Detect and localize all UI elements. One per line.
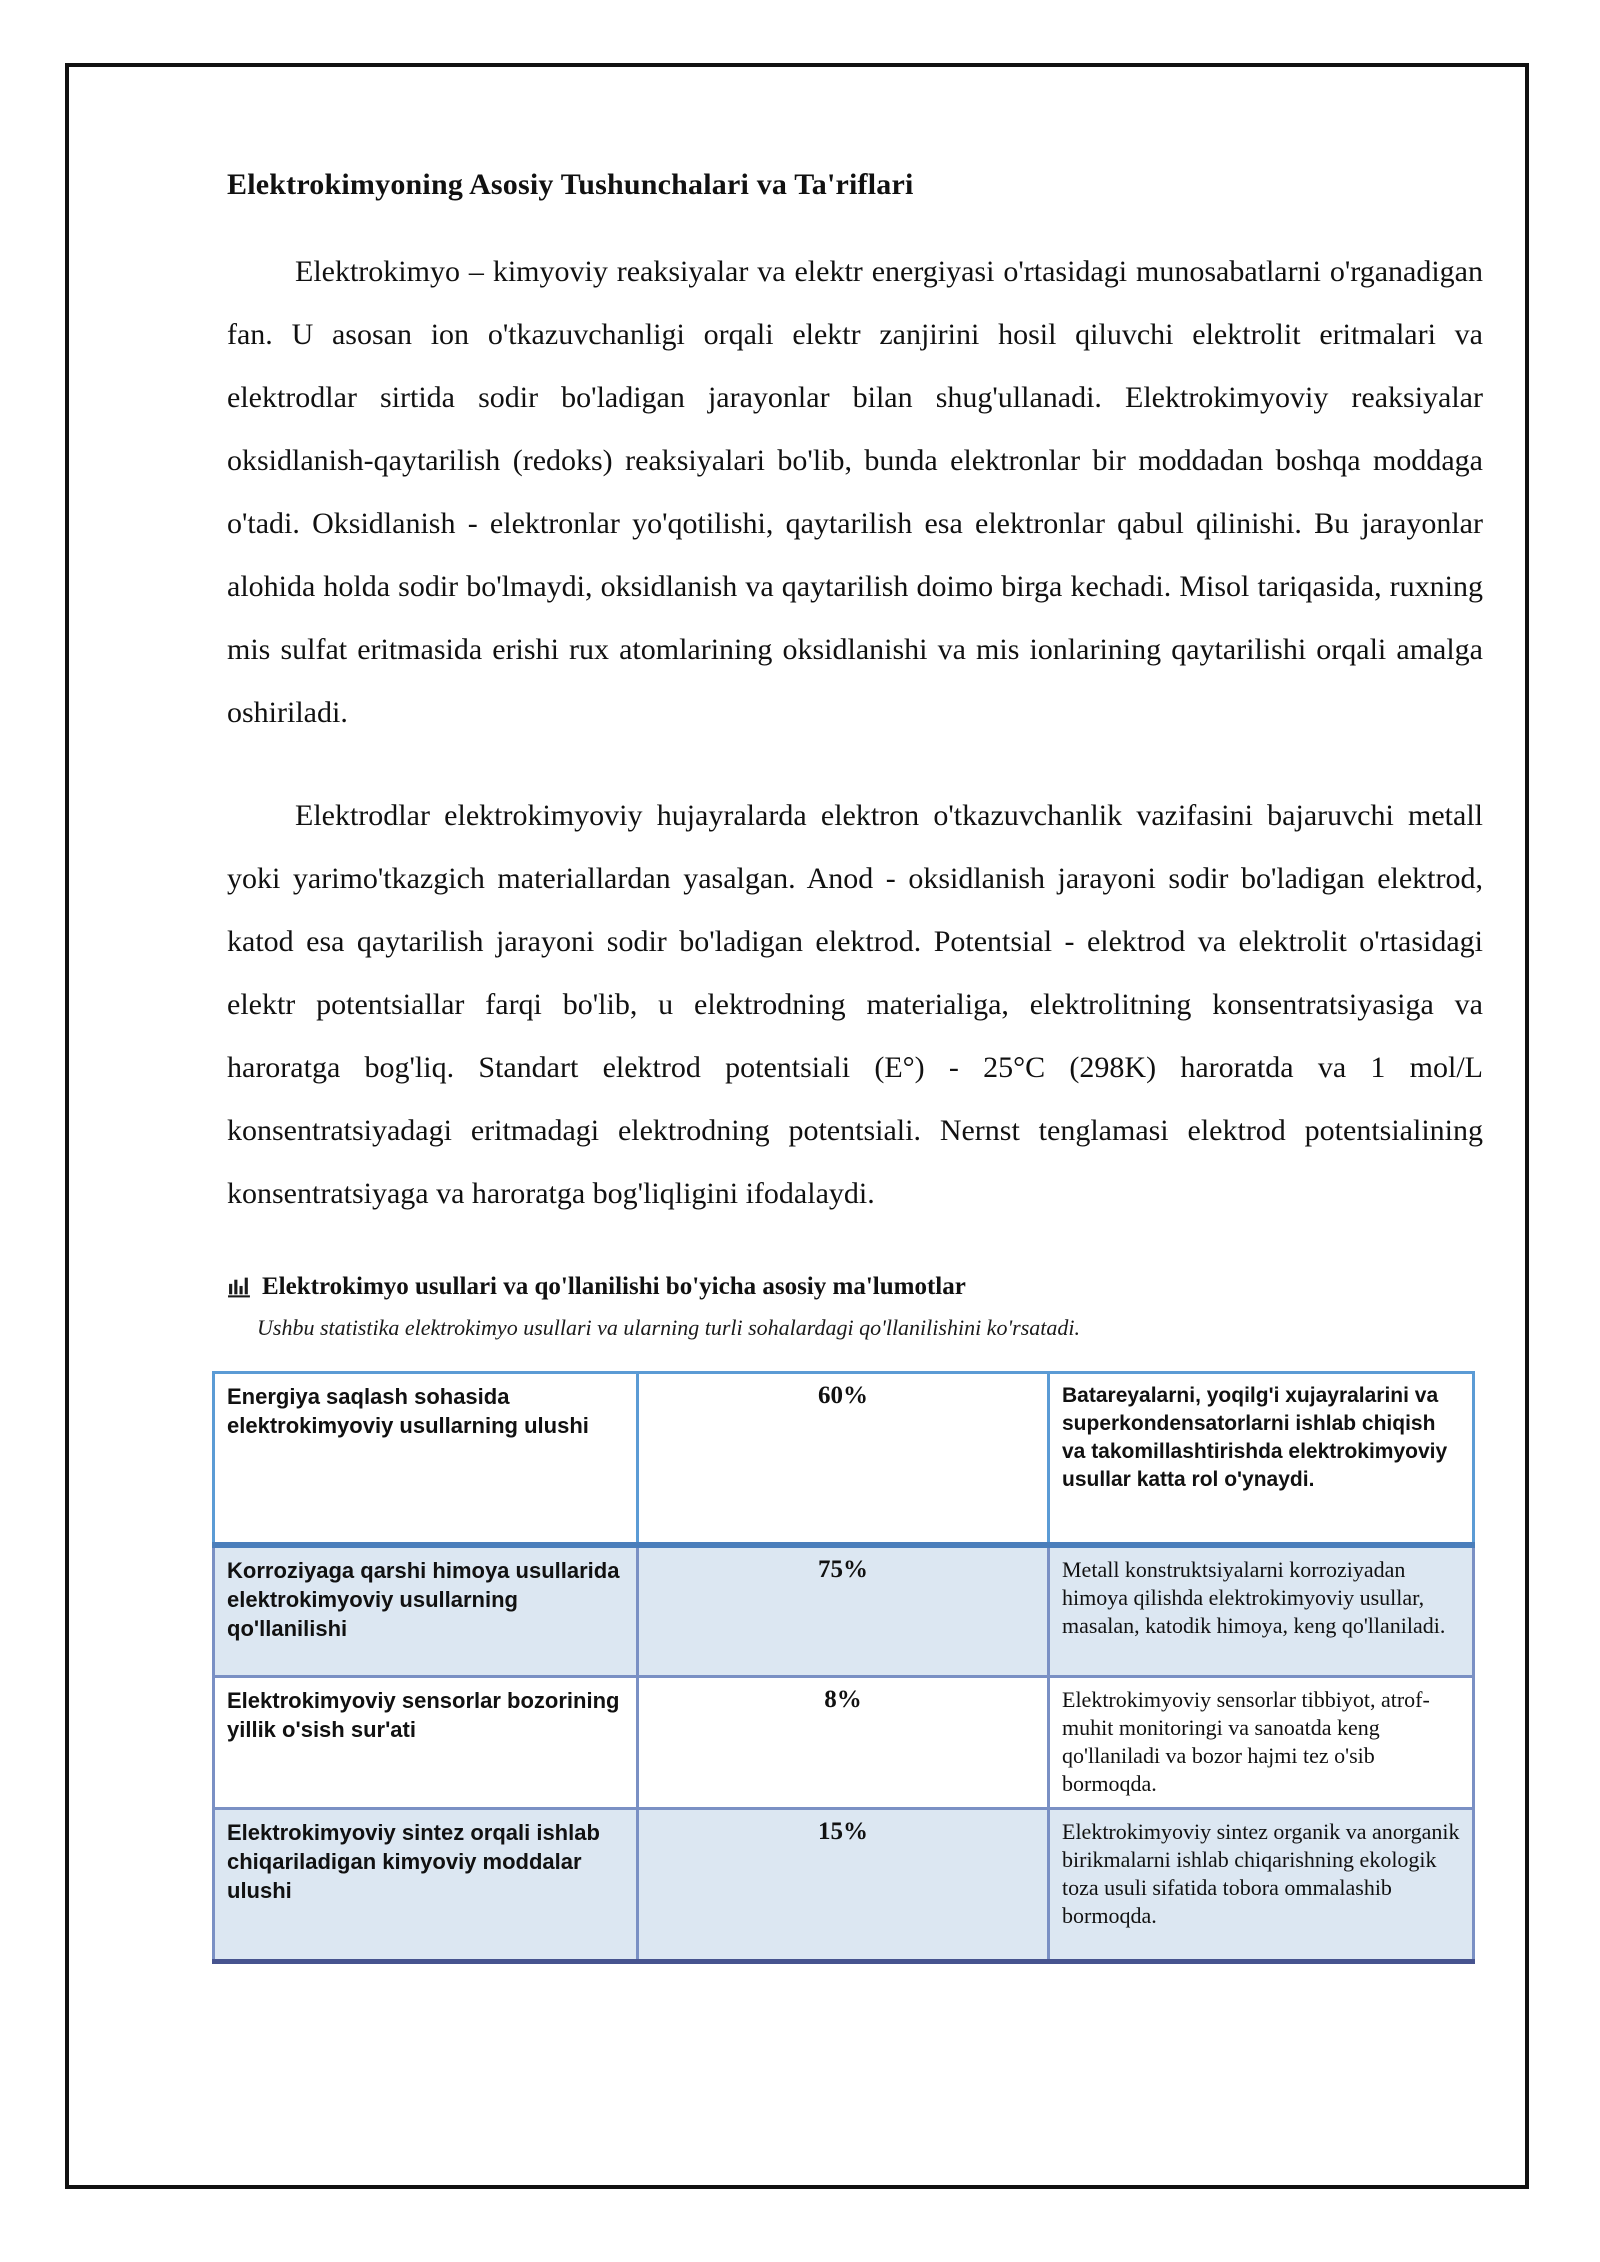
- stat-value-cell: 75%: [638, 1545, 1049, 1677]
- stat-label-cell: Korroziyaga qarshi himoya usullarida elektrokimyoviy usullarning qo'llanilishi: [214, 1545, 638, 1677]
- stat-description-cell: Elektrokimyoviy sintez organik va anorganik birikmalarni ishlab chiqarishning ekologik toza usuli sifatida tobora ommalashib bormoqda.: [1049, 1808, 1474, 1961]
- stat-description-cell: Metall konstruktsiyalarni korroziyadan himoya qilishda elektrokimyoviy usullar, masalan, katodik himoya, keng qo'llaniladi.: [1049, 1545, 1474, 1677]
- paragraph-electrodes-potential: Elektrodlar elektrokimyoviy hujayralarda elektron o'tkazuvchanlik vazifasini bajaruvchi metall yoki yarimo'tkazgich materiallardan yasalgan. Anod - oksidlanish jarayoni sodir bo'ladigan elektrod, katod esa qaytarilish jarayoni sodir bo'ladigan elektrod. Potentsial - elektrod va elektrolit o'rtasidagi elektr potentsiallar farqi bo'lib, u elektrodning materialiga, elektrolitning konsentratsiyasiga va haroratga bog'liq. Standart elektrod potentsiali (E°) - 25°C (298K) haroratda va 1 mol/L konsentratsiyadagi eritmadagi elektrodning potentsiali. Nernst tenglamasi elektrod potentsialining konsentratsiyaga va haroratga bog'liqligini ifodalaydi.: [227, 799, 1483, 1210]
- stat-value-cell: 15%: [638, 1808, 1049, 1961]
- stats-subtitle: Ushbu statistika elektrokimyo usullari va ularning turli sohalardagi qo'llanilishini ko'rsatadi.: [257, 1315, 1081, 1340]
- table-row: [214, 1677, 1474, 1809]
- table-row: [214, 1373, 1474, 1545]
- stat-value-cell: 60%: [638, 1373, 1049, 1545]
- page-title: Elektrokimyoning Asosiy Tushunchalari va Ta'riflari: [227, 168, 914, 201]
- stat-label-cell: Elektrokimyoviy sintez orqali ishlab chiqariladigan kimyoviy moddalar ulushi: [214, 1808, 638, 1961]
- stat-value-cell: 8%: [638, 1677, 1049, 1809]
- paragraph-intro-electrochemistry: Elektrokimyo – kimyoviy reaksiyalar va elektr energiyasi o'rtasidagi munosabatlarni o'rganadigan fan. U asosan ion o'tkazuvchanligi orqali elektr zanjirini hosil qiluvchi elektrolit eritmalari va elektrodlar sirtida sodir bo'ladigan jarayonlar bilan shug'ullanadi. Elektrokimyoviy reaksiyalar oksidlanish-qaytarilish (redoks) reaksiyalari bo'lib, bunda elektronlar bir moddadan boshqa moddaga o'tadi. Oksidlanish - elektronlar yo'qotilishi, qaytarilish esa elektronlar qabul qilinishi. Bu jarayonlar alohida holda sodir bo'lmaydi, oksidlanish va qaytarilish doimo birga kechadi. Misol tariqasida, ruxning mis sulfat eritmasida erishi rux atomlarining oksidlanishi va mis ionlarining qaytarilishi orqali amalga oshiriladi.: [227, 255, 1483, 729]
- table-row: [214, 1545, 1474, 1677]
- table-row: [214, 1808, 1474, 1961]
- stats-section-heading: [227, 1273, 1483, 1301]
- bar-chart-icon: [227, 1274, 252, 1300]
- stats-heading-text: Elektrokimyo usullari va qo'llanilishi bo'yicha asosiy ma'lumotlar: [262, 1273, 966, 1300]
- stat-label-cell: Energiya saqlash sohasida elektrokimyoviy usullarning ulushi: [214, 1373, 638, 1545]
- stat-description-cell: Batareyalarni, yoqilg'i xujayralarini va superkondensatorlarni ishlab chiqish va takomillashtirishda elektrokimyoviy usullar katta rol o'ynaydi.: [1049, 1373, 1474, 1545]
- stat-label-cell: Elektrokimyoviy sensorlar bozorining yillik o'sish sur'ati: [214, 1677, 638, 1809]
- stat-description-cell: Elektrokimyoviy sensorlar tibbiyot, atrof-muhit monitoringi va sanoatda keng qo'llaniladi va bozor hajmi tez o'sib bormoqda.: [1049, 1677, 1474, 1809]
- page-content: [227, 63, 1483, 1964]
- stats-table: [212, 1371, 1475, 1964]
